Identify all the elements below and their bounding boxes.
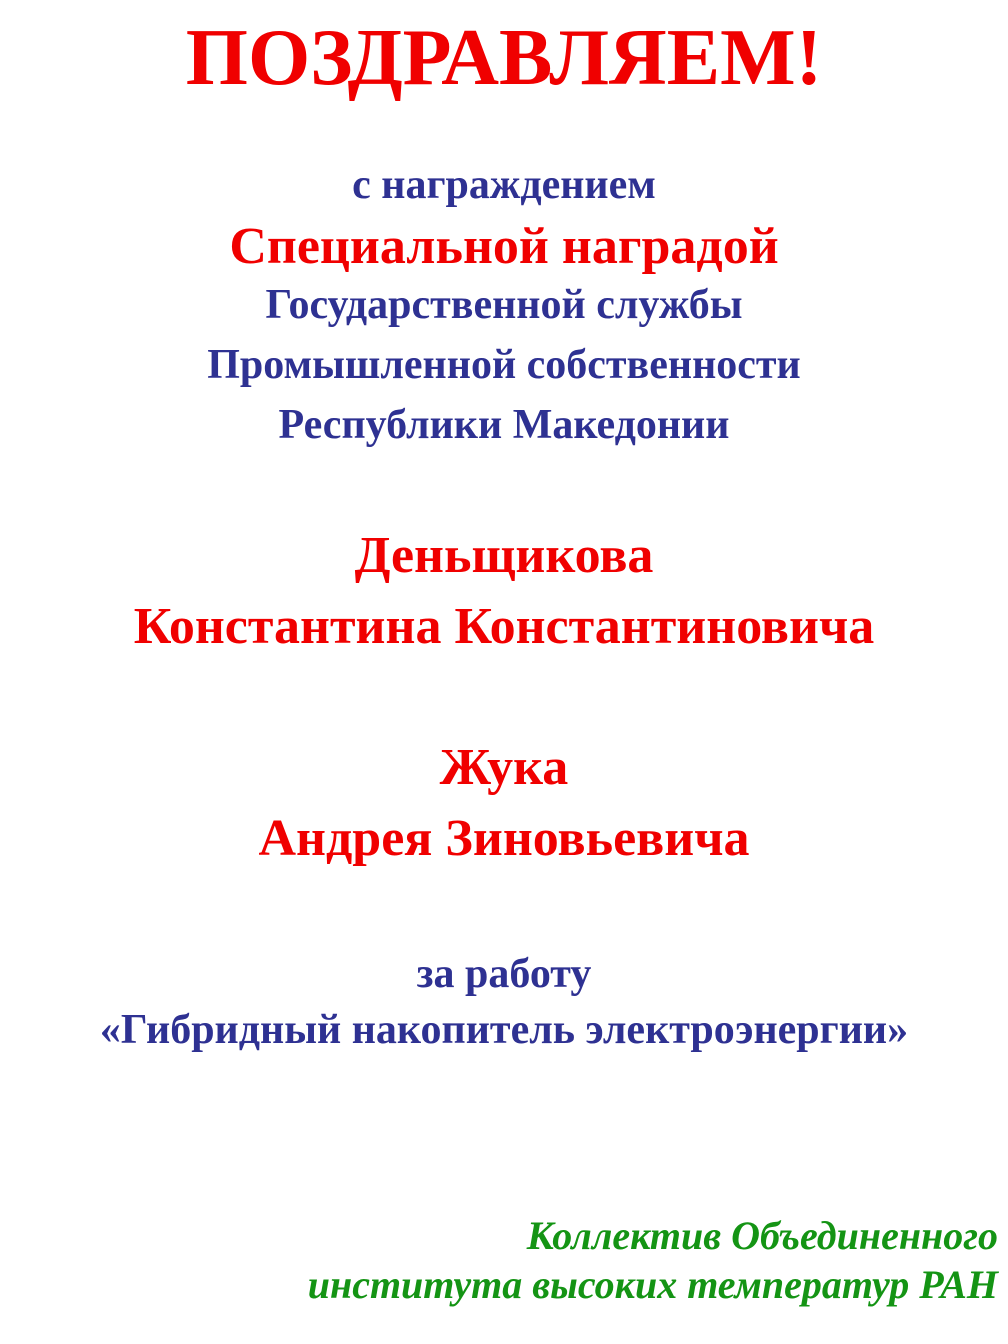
- recipient-2-surname: Жука: [439, 739, 569, 796]
- award-issuer-line-3: Республики Македонии: [278, 402, 730, 448]
- award-issuer-line-2: Промышленной собственности: [207, 342, 801, 388]
- recipient-1-given-name: Константина Константиновича: [133, 598, 875, 655]
- work-intro: за работу: [416, 951, 592, 997]
- work-title: «Гибридный накопитель электроэнергии»: [99, 1007, 909, 1053]
- recipient-2-given-name: Андрея Зиновьевича: [258, 810, 750, 867]
- award-intro: с награждением: [352, 162, 656, 208]
- award-issuer-line-1: Государственной службы: [265, 282, 743, 328]
- page-title: ПОЗДРАВЛЯЕМ!: [185, 14, 823, 102]
- signature-line-1: Коллектив Объединенного: [526, 1213, 998, 1258]
- signature-line-2: института высоких температур РАН: [307, 1262, 998, 1307]
- award-name: Специальной наградой: [229, 218, 779, 275]
- recipient-1-surname: Деньщикова: [354, 527, 654, 584]
